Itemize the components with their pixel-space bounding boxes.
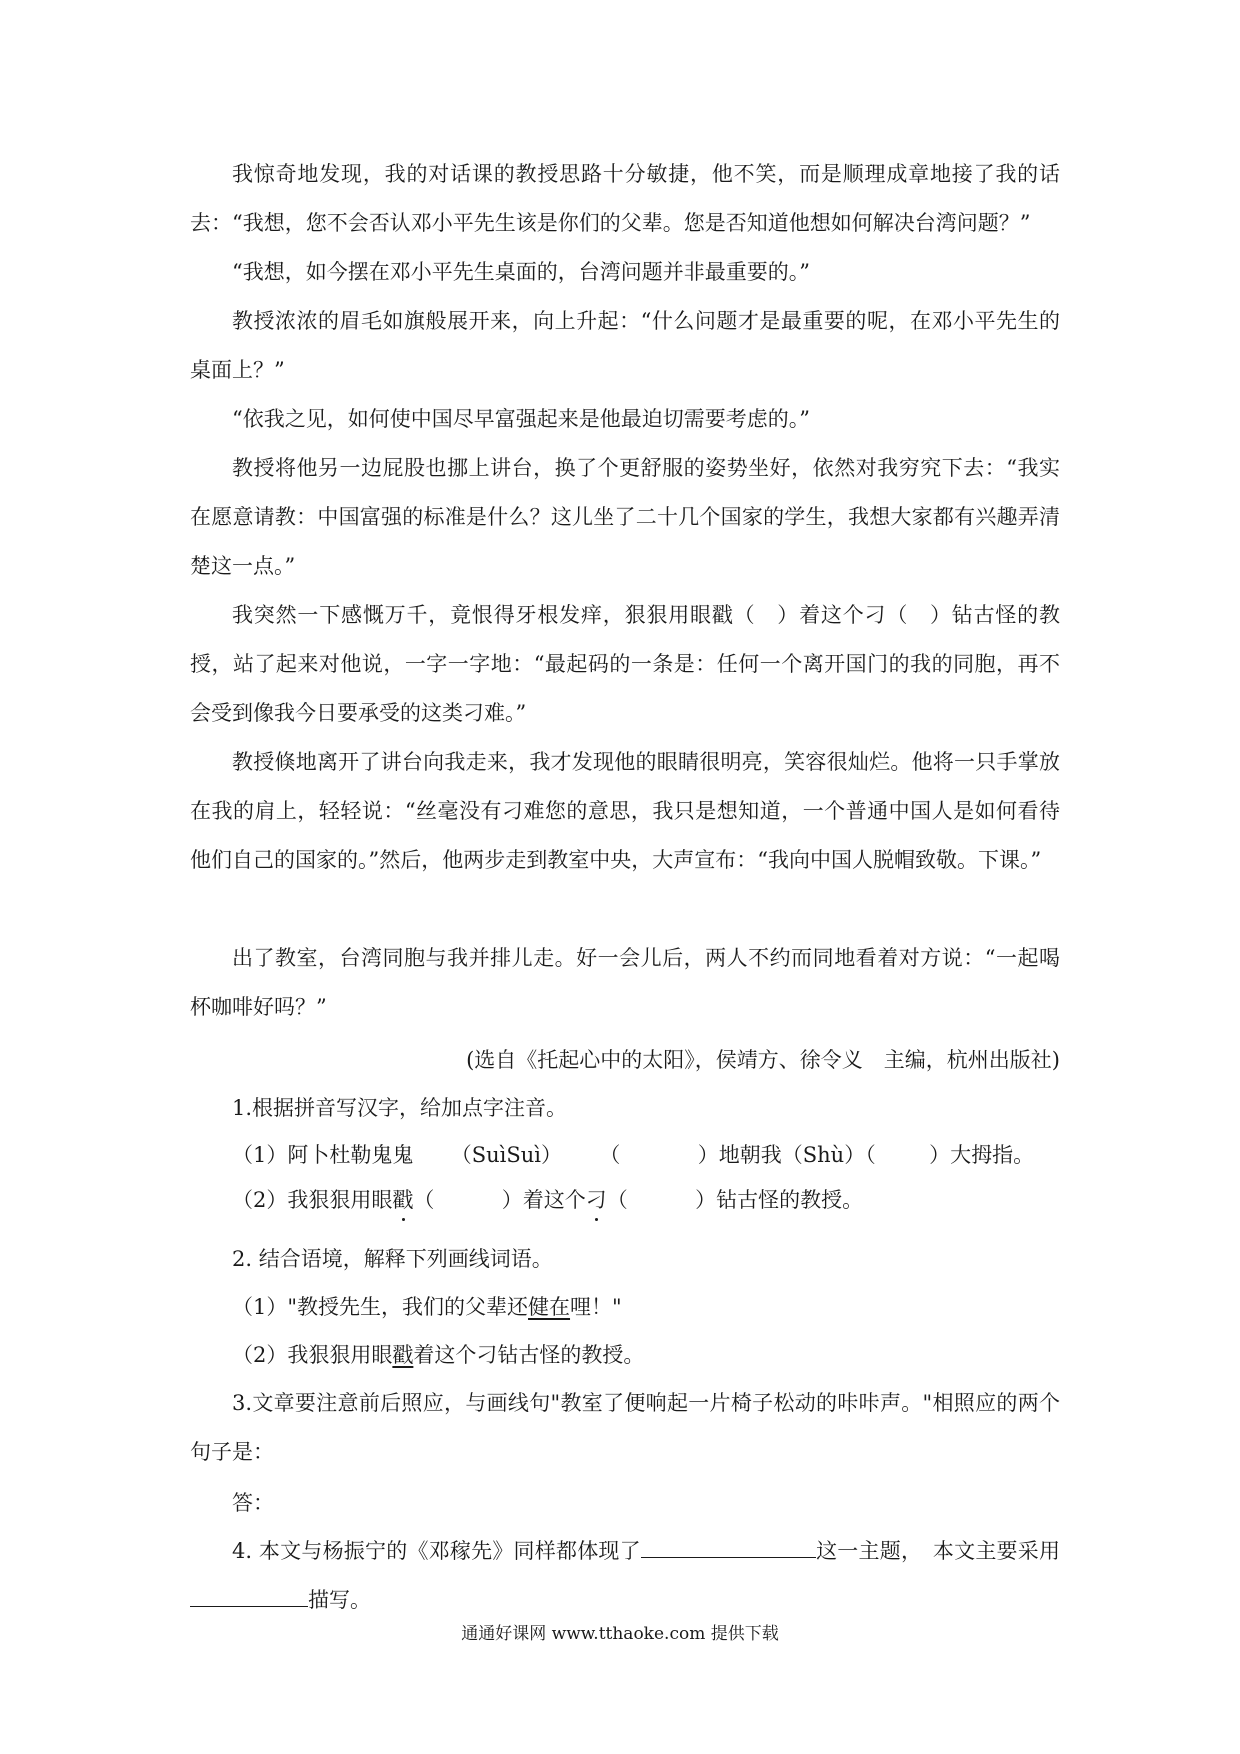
- answer-blank[interactable]: [190, 1586, 308, 1607]
- q1-item2-text-e: ）钻古怪的教授。: [695, 1188, 864, 1212]
- paragraph: 教授浓浓的眉毛如旗般展开来，向上升起：“什么问题才是最重要的呢，在邓小平先生的桌面上？”: [190, 309, 1060, 382]
- q2-item2-text-a: （2）我狠狠用眼: [232, 1343, 393, 1367]
- paragraph: “依我之见，如何使中国尽早富强起来是他最迫切需要考虑的。”: [232, 407, 810, 431]
- paragraph: 出了教室，台湾同胞与我并排儿走。好一会儿后，两人不约而同地看着对方说：“一起喝杯咖啡好吗？”: [190, 946, 1060, 1019]
- paragraph: 我惊奇地发现，我的对话课的教授思路十分敏捷，他不笑，而是顺理成章地接了我的话去：“我想，您不会否认邓小平先生该是你们的父辈。您是否知道他想如何解决台湾问题？”: [190, 162, 1060, 235]
- q1-item1-pinyin: （SuìSuì）: [450, 1143, 563, 1167]
- question-2-title: 2. 结合语境，解释下列画线词语。: [232, 1247, 553, 1271]
- q1-item1-text-b: （: [599, 1143, 621, 1167]
- q2-item1-text-a: （1）"教授先生，我们的父辈还: [232, 1295, 529, 1319]
- dotted-char: 戳: [392, 1185, 413, 1215]
- paragraph: 教授倏地离开了讲台向我走来，我才发现他的眼睛很明亮，笑容很灿烂。他将一只手掌放在我的肩上，轻轻说：“丝毫没有刁难您的意思，我只是想知道，一个普通中国人是如何看待他们自己的国家的。”然后，他两步走到教室中央，大声宣布：“我向中国人脱帽致敬。下课。”: [190, 750, 1060, 872]
- q1-item2-text-d: （: [606, 1188, 628, 1212]
- question-4: [190, 1527, 1060, 1625]
- question-1-item-2: [232, 1185, 1102, 1215]
- paragraph: “我想，如今摆在邓小平先生桌面的，台湾问题并非最重要的。”: [232, 260, 810, 284]
- paragraph: 教授将他另一边屁股也挪上讲台，换了个更舒服的姿势坐好，依然对我穷究下去：“我实在愿意请教：中国富强的标准是什么？这儿坐了二十几个国家的学生，我想大家都有兴趣弄清楚这一点。”: [190, 456, 1060, 578]
- question-1-item-1: [232, 1140, 1102, 1170]
- question-2-item-1: [232, 1292, 1102, 1322]
- question-2-item-2: [232, 1340, 1102, 1370]
- underlined-word: 戳: [392, 1343, 414, 1367]
- paragraph: 我突然一下感慨万千，竟恨得牙根发痒，狠狠用眼戳（ ）着这个刁（ ）钻古怪的教授，站了起来对他说，一字一字地：“最起码的一条是：任何一个离开国门的我的同胞，再不会受到像我今日要承受的这类刁难。”: [190, 603, 1060, 725]
- question-3-answer-label: 答：: [232, 1491, 274, 1515]
- source-citation: (选自《托起心中的太阳》，侯靖方、徐令义 主编，杭州出版社): [466, 1048, 1060, 1072]
- q1-item1-text-d: ）大拇指。: [929, 1143, 1035, 1167]
- q1-item1-text-a: （1）阿卜杜勒鬼鬼: [232, 1143, 414, 1167]
- answer-blank[interactable]: [641, 1537, 816, 1558]
- q1-item2-text-b: （: [413, 1188, 435, 1212]
- q1-item2-text-a: （2）我狠狠用眼: [232, 1188, 393, 1212]
- q1-item2-text-c: ）着这个: [501, 1188, 586, 1212]
- underlined-word: 健在: [528, 1295, 571, 1319]
- question-3-text: 3.文章要注意前后照应，与画线句"教室了便响起一片椅子松动的咔咔声。"相照应的两个句子是：: [190, 1391, 1060, 1464]
- dotted-char: 刁: [586, 1185, 607, 1215]
- q2-item2-text-b: 着这个刁钻古怪的教授。: [413, 1343, 645, 1367]
- question-1-title: 1.根据拼音写汉字，给加点字注音。: [232, 1096, 568, 1120]
- q4-text-c: 描写。: [308, 1588, 371, 1612]
- page-footer: 通通好课网 www.tthaoke.com 提供下载: [461, 1624, 779, 1644]
- q2-item1-text-b: 哩！": [570, 1295, 622, 1319]
- q4-text-a: 4. 本文与杨振宁的《邓稼先》同样都体现了: [232, 1539, 641, 1563]
- q4-text-b: 这一主题， 本文主要采用: [815, 1539, 1060, 1563]
- q1-item1-text-c: ）地朝我（Shù）（: [697, 1143, 876, 1167]
